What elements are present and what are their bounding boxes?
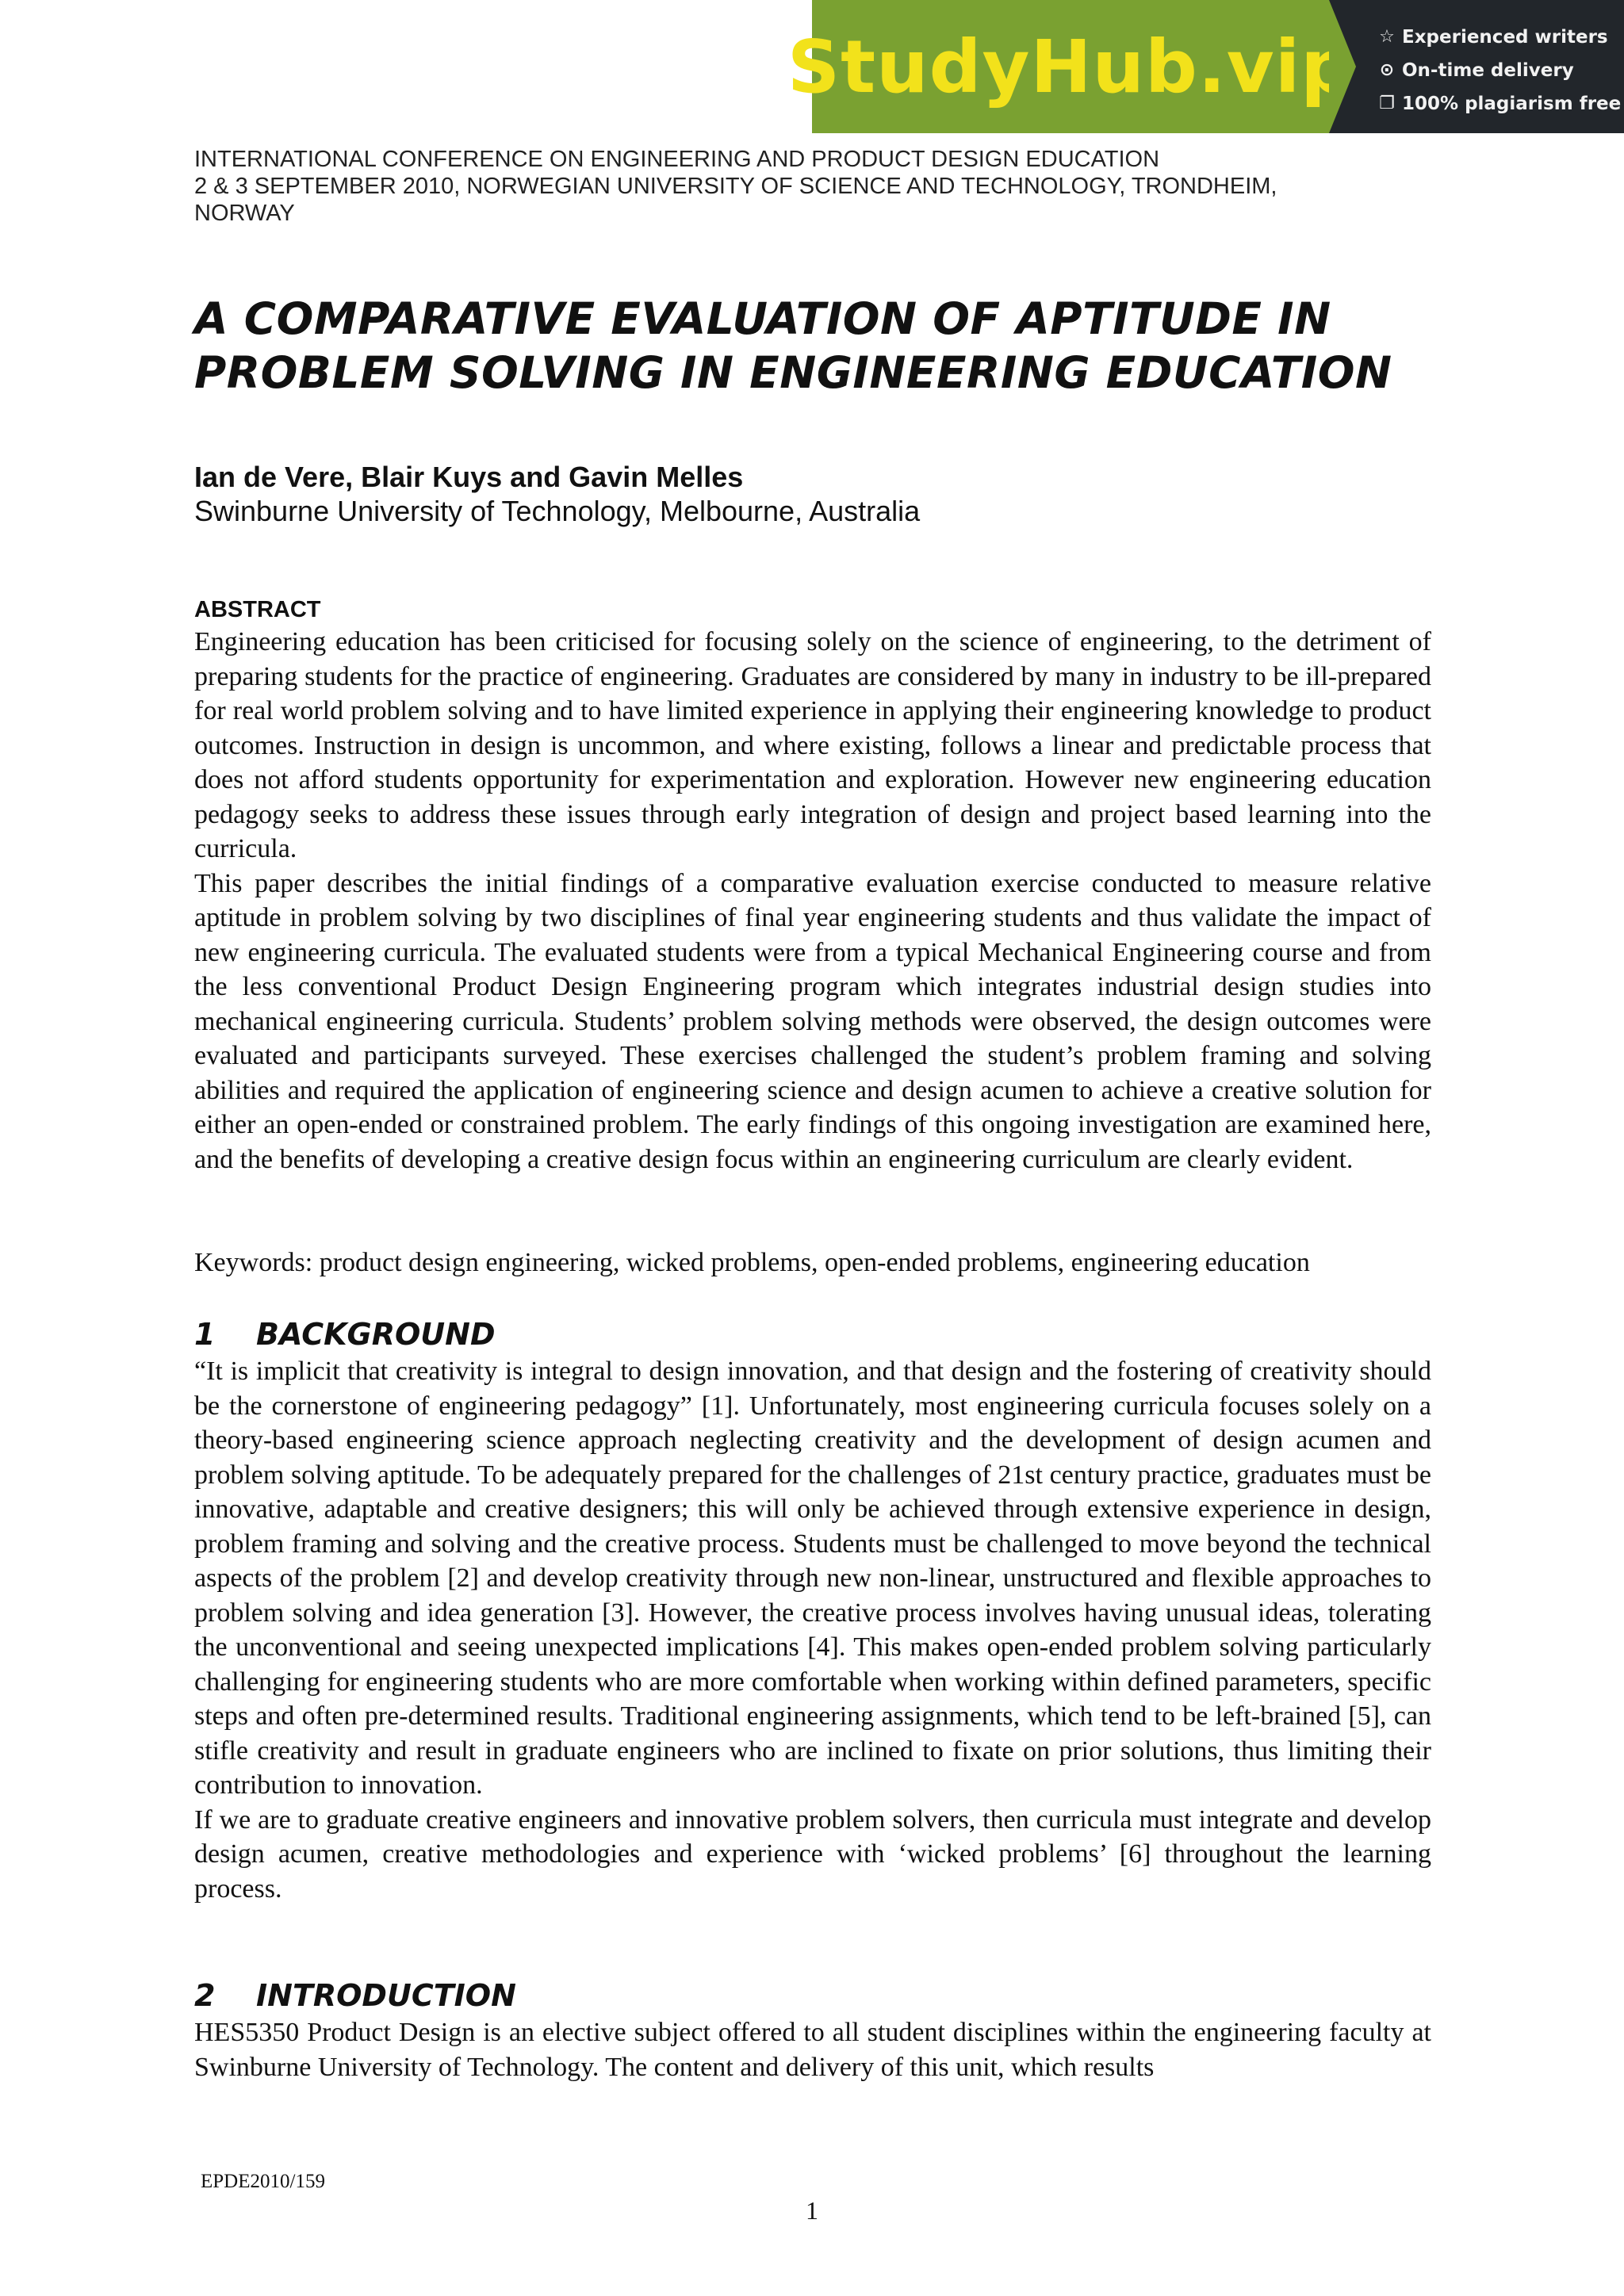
feature-label: 100% plagiarism free [1402, 94, 1622, 114]
feature-item [1377, 21, 1624, 54]
section-number: 2 [194, 1978, 216, 2013]
section-heading-introduction [194, 1977, 1431, 2014]
body-paragraph: “It is implicit that creativity is integral to design innovation, and that design and the fostering of creativity should be the cornerstone of engineering pedagogy” [1]. Unfortunately, most engineering curricula focuses solely on a theory-based engineering science approach neglecting creativity and the development of design acumen and problem solving aptitude. To be adequately prepared for the challenges of 21st century practice, graduates must be innovative, adaptable and creative designers; this will only be achieved through extensive experience in design, problem framing and solving and the creative process. Students must be challenged to move beyond the technical aspects of the problem [2] and develop creativity through new non-linear, unstructured and flexible approaches to problem solving and idea generation [3]. However, the creative process involves having unusual ideas, tolerating the unconventional and seeing unexpected implications [4]. This makes open-ended problem solving particularly challenging for engineering students who are more comfortable when working within defined parameters, specific steps and often pre-determined results. Traditional engineering assignments, which tend to be left-brained [5], can stifle creativity and result in graduate engineers who are inclined to fixate on prior solutions, thus limiting their contribution to innovation. [194, 1357, 1431, 1800]
section-body-background [194, 1354, 1431, 1906]
title-line: PROBLEM SOLVING IN ENGINEERING EDUCATION [194, 347, 1392, 398]
title-line: A COMPARATIVE EVALUATION OF APTITUDE IN [194, 293, 1331, 344]
conference-line: NORWAY [194, 201, 295, 226]
star-icon: ☆ [1379, 27, 1395, 47]
body-paragraph: If we are to graduate creative engineers and innovative problem solvers, then curricula must integrate and develop design acumen, creative methodologies and experience with ‘wicked problems’ [6] throughout the learning process. [194, 1804, 1431, 1904]
section-title: INTRODUCTION [256, 1978, 516, 2013]
feature-item [1377, 87, 1624, 121]
section-number: 1 [194, 1317, 216, 1352]
affiliation: Swinburne University of Technology, Melbourne, Australia [194, 495, 921, 527]
paper-code: EPDE2010/159 [201, 2171, 325, 2192]
body-paragraph: HES5350 Product Design is an elective subject offered to all student disciplines within the engineering faculty at Swinburne University of Technology. The content and delivery of this unit, which results [194, 2018, 1431, 2082]
clock-icon: ⊙ [1379, 60, 1395, 80]
page-number: 1 [806, 2196, 818, 2225]
conference-line: INTERNATIONAL CONFERENCE ON ENGINEERING AND PRODUCT DESIGN EDUCATION [194, 147, 1160, 172]
banner-features [1329, 0, 1624, 133]
keywords: Keywords: product design engineering, wicked problems, open-ended problems, engineering education [194, 1248, 1310, 1277]
abstract-paragraph: Engineering education has been criticised for focusing solely on the science of engineering, to the detriment of preparing students for the practice of engineering. Graduates are considered by many in industry to be ill-prepared for real world problem solving and to have limited experience in applying their engineering knowledge to product outcomes. Instruction in design is uncommon, and where existing, follows a linear and predictable process that does not afford students opportunity for experimentation and exploration. However new engineering education pedagogy seeks to address these issues through early integration of design and project based learning into the curricula. [194, 627, 1431, 863]
abstract-body [194, 625, 1431, 1177]
section-heading-background [194, 1316, 1431, 1353]
section-body-introduction [194, 2015, 1431, 2084]
authors: Ian de Vere, Blair Kuys and Gavin Melles [194, 461, 744, 493]
banner-arrow-shape [1329, 0, 1356, 133]
studyhub-logo[interactable] [787, 0, 1354, 133]
conference-line: 2 & 3 SEPTEMBER 2010, NORWEGIAN UNIVERSITY OF SCIENCE AND TECHNOLOGY, TRONDHEIM, [194, 174, 1277, 199]
conference-header [194, 146, 1431, 227]
brand-name: StudyHub.vip [787, 24, 1354, 109]
section-title: BACKGROUND [256, 1317, 496, 1352]
abstract-heading: ABSTRACT [194, 597, 321, 622]
abstract-paragraph: This paper describes the initial findings of a comparative evaluation exercise conducted to measure relative aptitude in problem solving by two disciplines of final year engineering students and thus validate the impact of new engineering curricula. The evaluated students were from a typical Mechanical Engineering course and from the less conventional Product Design Engineering program which integrates industrial design studies into mechanical engineering curricula. Students’ problem solving methods were observed, the design outcomes were evaluated and participants surveyed. These exercises challenged the student’s problem framing and solving abilities and required the application of engineering science and design acumen to achieve a creative solution for either an open-ended or constrained problem. The early findings of this ongoing investigation are examined here, and the benefits of developing a creative design focus within an engineering curriculum are clearly evident. [194, 868, 1431, 1174]
studyhub-banner[interactable] [787, 0, 1624, 133]
copy-icon: ❐ [1379, 94, 1395, 113]
paper-title [194, 292, 1431, 400]
feature-label: On-time delivery [1402, 60, 1574, 81]
feature-label: Experienced writers [1402, 27, 1608, 48]
feature-item [1377, 54, 1624, 87]
